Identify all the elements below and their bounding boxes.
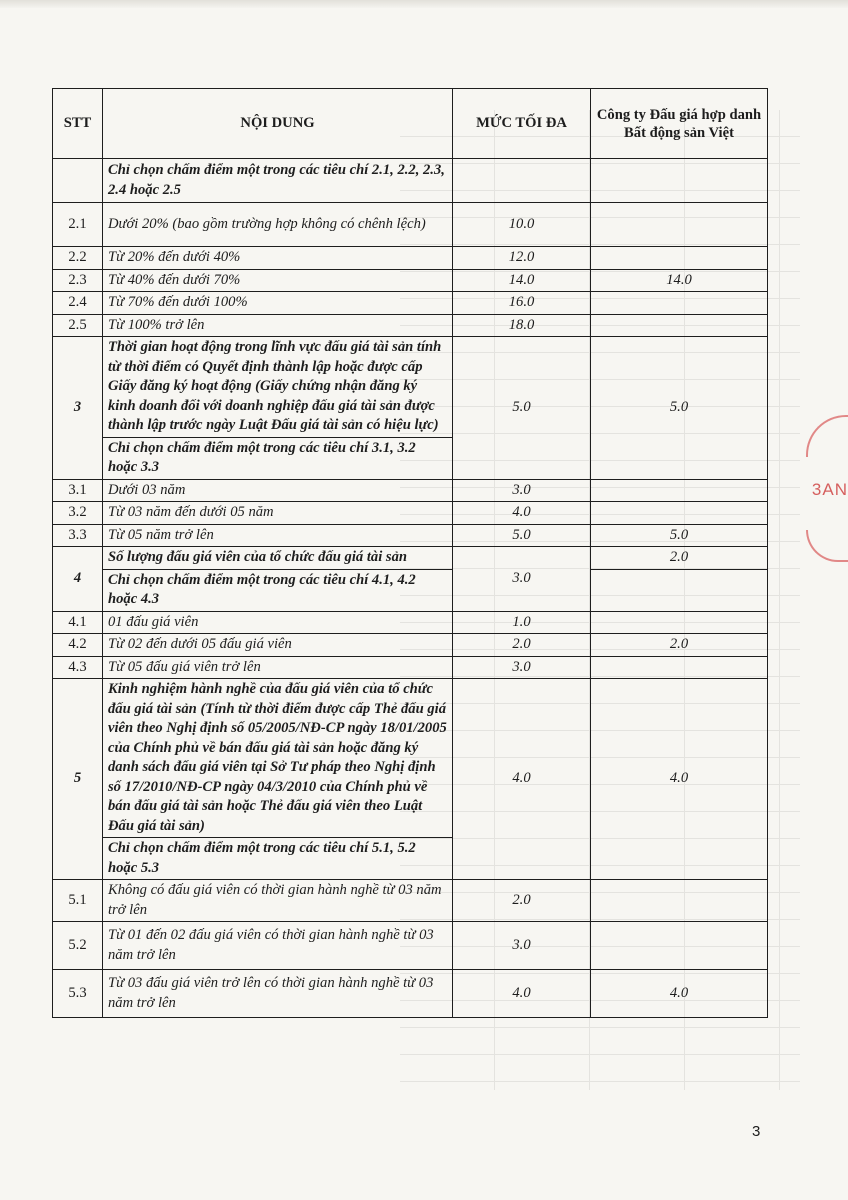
section-4-company: 2.0 — [591, 547, 768, 570]
table-row — [53, 569, 768, 611]
criteria-note: Chỉ chọn chấm điểm một trong các tiêu chí 4.1, 4.2 hoặc 4.3 — [103, 569, 453, 611]
section-5-stt: 5 — [53, 679, 103, 880]
page-number: 3 — [752, 1123, 761, 1140]
scoring-table — [52, 88, 768, 1018]
section-4-title: Số lượng đấu giá viên của tổ chức đấu giá tài sản — [103, 547, 453, 570]
section-3-company: 5.0 — [591, 337, 768, 480]
section-4-max: 3.0 — [453, 547, 591, 612]
table-row — [53, 159, 768, 203]
table-row: 2.1 Dưới 20% (bao gồm trường hợp không có chênh lệch) 10.0 — [53, 203, 768, 247]
table-row: 2.4 Từ 70% đến dưới 100% 16.0 — [53, 292, 768, 315]
criteria-note: Chỉ chọn chấm điểm một trong các tiêu chí 2.1, 2.2, 2.3, 2.4 hoặc 2.5 — [103, 159, 453, 203]
table-row: 2.2 Từ 20% đến dưới 40% 12.0 — [53, 247, 768, 270]
table-row: 5.3 Từ 03 đấu giá viên trở lên có thời gian hành nghề từ 03 năm trở lên 4.0 4.0 — [53, 970, 768, 1018]
header-company: Công ty Đấu giá hợp danh Bất động sản Việt — [591, 89, 768, 159]
table-header-row — [53, 89, 768, 159]
table-row — [53, 679, 768, 838]
table-row: 3.1 Dưới 03 năm 3.0 — [53, 479, 768, 502]
table-row: 5.1 Không có đấu giá viên có thời gian hành nghề từ 03 năm trở lên 2.0 — [53, 880, 768, 922]
section-3-title: Thời gian hoạt động trong lĩnh vực đấu giá tài sản tính từ thời điểm có Quyết định thành lập hoặc được cấp Giấy đăng ký hoạt động (Giấy chứng nhận đăng ký kinh doanh đối với doanh nghiệp đấu giá tài sản được thành lập trước ngày Luật Đấu giá tài sản có hiệu lực) — [103, 337, 453, 438]
criteria-note: Chỉ chọn chấm điểm một trong các tiêu chí 3.1, 3.2 hoặc 3.3 — [103, 437, 453, 479]
table-row: 4.1 01 đấu giá viên 1.0 — [53, 611, 768, 634]
table-row: 3.3 Từ 05 năm trở lên 5.0 5.0 — [53, 524, 768, 547]
table-row: 2.5 Từ 100% trở lên 18.0 — [53, 314, 768, 337]
red-stamp-fragment: 3AN — [802, 405, 848, 575]
table-row: 4.2 Từ 02 đến dưới 05 đấu giá viên 2.0 2.0 — [53, 634, 768, 657]
table-row — [53, 337, 768, 438]
table-row: 4.3 Từ 05 đấu giá viên trở lên 3.0 — [53, 656, 768, 679]
header-content: NỘI DUNG — [103, 89, 453, 159]
section-3-stt: 3 — [53, 337, 103, 480]
section-3-max: 5.0 — [453, 337, 591, 480]
table-row — [53, 547, 768, 570]
table-row: 3.2 Từ 03 năm đến dưới 05 năm 4.0 — [53, 502, 768, 525]
section-5-company: 4.0 — [591, 679, 768, 880]
section-5-title: Kinh nghiệm hành nghề của đấu giá viên của tổ chức đấu giá tài sản (Tính từ thời điểm được cấp Thẻ đấu giá viên theo Nghị định số 05/2005/NĐ-CP ngày 18/01/2005 của Chính phủ về bán đấu giá tài sản hoặc đăng ký danh sách đấu giá viên tại Sở Tư pháp theo Nghị định số 17/2010/NĐ-CP ngày 04/3/2010 của Chính phủ về bán đấu giá tài sản hoặc Thẻ đấu giá viên theo Luật Đấu giá tài sản) — [103, 679, 453, 838]
section-4-stt: 4 — [53, 547, 103, 612]
header-stt: STT — [53, 89, 103, 159]
table-row: 5.2 Từ 01 đến 02 đấu giá viên có thời gian hành nghề từ 03 năm trở lên 3.0 — [53, 922, 768, 970]
section-5-max: 4.0 — [453, 679, 591, 880]
header-max: MỨC TỐI ĐA — [453, 89, 591, 159]
table-row: 2.3 Từ 40% đến dưới 70% 14.0 14.0 — [53, 269, 768, 292]
scan-top-edge — [0, 0, 848, 8]
criteria-note: Chỉ chọn chấm điểm một trong các tiêu chí 5.1, 5.2 hoặc 5.3 — [103, 838, 453, 880]
